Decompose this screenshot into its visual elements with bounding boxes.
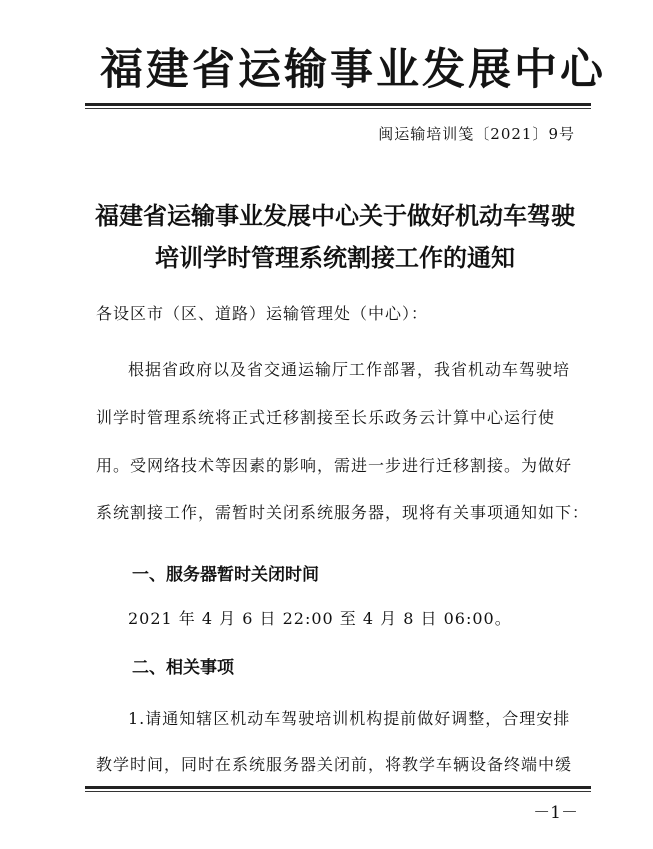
document-title-line-2: 培训学时管理系统割接工作的通知 <box>155 243 515 272</box>
intro-line-2: 训学时管理系统将正式迁移割接至长乐政务云计算中心运行使 <box>96 408 556 427</box>
intro-line-1: 根据省政府以及省交通运输厅工作部署，我省机动车驾驶培 <box>128 360 571 379</box>
salutation: 各设区市（区、道路）运输管理处（中心）： <box>96 304 429 323</box>
letterhead-rule-thick <box>85 103 591 106</box>
intro-line-3: 用。受网络技术等因素的影响，需进一步进行迁移割接。为做好 <box>96 456 573 475</box>
section-1-text: 2021 年 4 月 6 日 22:00 至 4 月 8 日 06:00。 <box>128 609 512 628</box>
section-2-item-1-line-2: 教学时间，同时在系统服务器关闭前，将教学车辆设备终端中缓 <box>96 755 573 774</box>
section-1-heading: 一、服务器暂时关闭时间 <box>132 565 319 585</box>
letterhead-rule-thin <box>85 108 591 109</box>
document-number: 闽运输培训笺〔2021〕9号 <box>378 125 575 143</box>
footer-rule-thin <box>85 791 591 792</box>
section-2-item-1-line-1: 1.请通知辖区机动车驾驶培训机构提前做好调整，合理安排 <box>128 709 571 728</box>
section-2-heading: 二、相关事项 <box>132 658 234 678</box>
document-title-line-1: 福建省运输事业发展中心关于做好机动车驾驶 <box>95 201 575 230</box>
page-number: －1－ <box>533 803 578 823</box>
letterhead-title: 福建省运输事业发展中心 <box>100 45 606 95</box>
footer-rule-thick <box>85 786 591 789</box>
intro-line-4: 系统割接工作，需暂时关闭系统服务器，现将有关事项通知如下： <box>96 503 590 522</box>
